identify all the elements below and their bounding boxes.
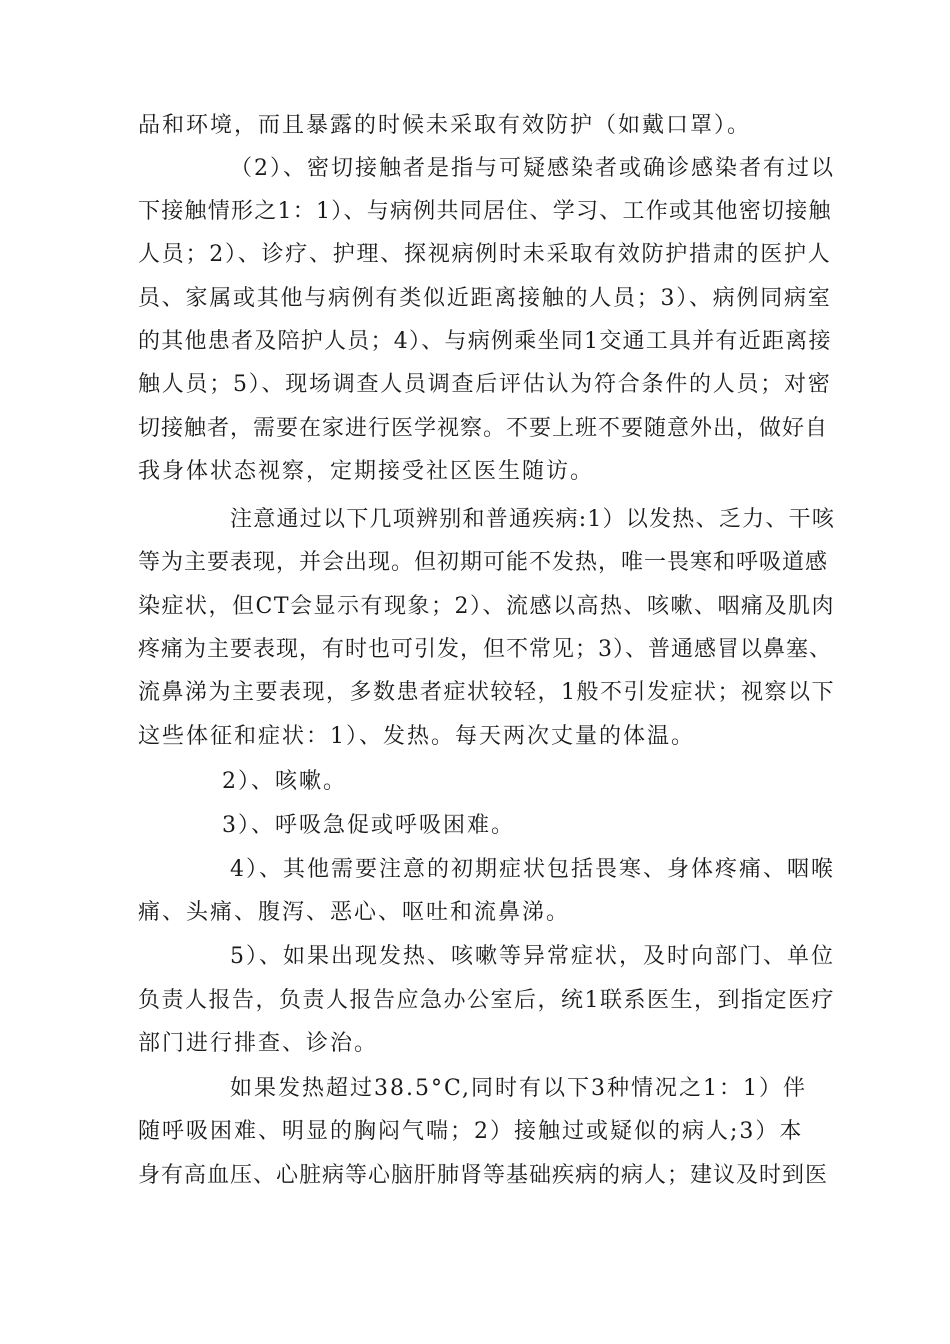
text-line: 切接触者，需要在家进行医学视察。不要上班不要随意外出，做好自 [138,416,829,441]
list-item-line: 5）、如果出现发热、咳嗽等异常症状，及时向部门、单位 [230,944,835,969]
text-line: 随呼吸困难、明显的胸闷气喘；2）接触过或疑似的病人;3）本 [138,1119,804,1144]
text-line: 下接触情形之1：1）、与病例共同居住、学习、工作或其他密切接触 [138,199,832,224]
text-line: 痛、头痛、腹泻、恶心、呕吐和流鼻涕。 [138,900,571,925]
text-line: 负责人报告，负责人报告应急办公室后，统1联系医生，到指定医疗 [138,988,835,1013]
text-line: 人员；2）、诊疗、护理、探视病例时未采取有效防护措肃的医护人 [138,242,832,267]
text-line: 触人员；5）、现场调查人员调查后评估认为符合条件的人员；对密 [138,372,832,397]
text-line: 等为主要表现，并会出现。但初期可能不发热，唯一畏寒和呼吸道感 [138,550,829,575]
list-item-line: 2）、咳嗽。 [222,769,347,794]
text-line: 员、家属或其他与病例有类似近距离接触的人员；3）、病例同病室 [138,286,832,311]
text-line: 流鼻涕为主要表现，多数患者症状较轻，1般不引发症状；视察以下 [138,680,835,705]
list-item-line: 3）、呼吸急促或呼吸困难。 [222,813,515,838]
list-item-line: 4）、其他需要注意的初期症状包括畏寒、身体疼痛、咽喉 [230,857,835,882]
paragraph-start-line: 注意通过以下几项辨别和普通疾病:1）以发热、乏力、干咳 [230,507,836,532]
text-line: 的其他患者及陪护人员；4）、与病例乘坐同1交通工具并有近距离接 [138,329,832,354]
text-line: 染症状，但CT会显示有现象；2）、流感以高热、咳嗽、咽痛及肌肉 [138,594,836,619]
text-line: 身有高血压、心脏病等心脑肝肺肾等基础疾病的病人；建议及时到医 [138,1163,829,1188]
text-line: 这些体征和症状：1）、发热。每天两次丈量的体温。 [138,724,695,749]
text-line: 疼痛为主要表现，有时也可引发，但不常见；3）、普通感冒以鼻塞、 [138,637,832,662]
paragraph-start-line: （2）、密切接触者是指与可疑感染者或确诊感染者有过以 [230,156,835,181]
text-line: 品和环境，而且暴露的时候未采取有效防护（如戴口罩）。 [138,113,752,138]
text-line: 部门进行排查、诊治。 [138,1031,379,1056]
text-line: 我身体状态视察，定期接受社区医生随访。 [138,459,595,484]
paragraph-start-line: 如果发热超过38.5°C,同时有以下3种情况之1：1）伴 [230,1076,808,1101]
